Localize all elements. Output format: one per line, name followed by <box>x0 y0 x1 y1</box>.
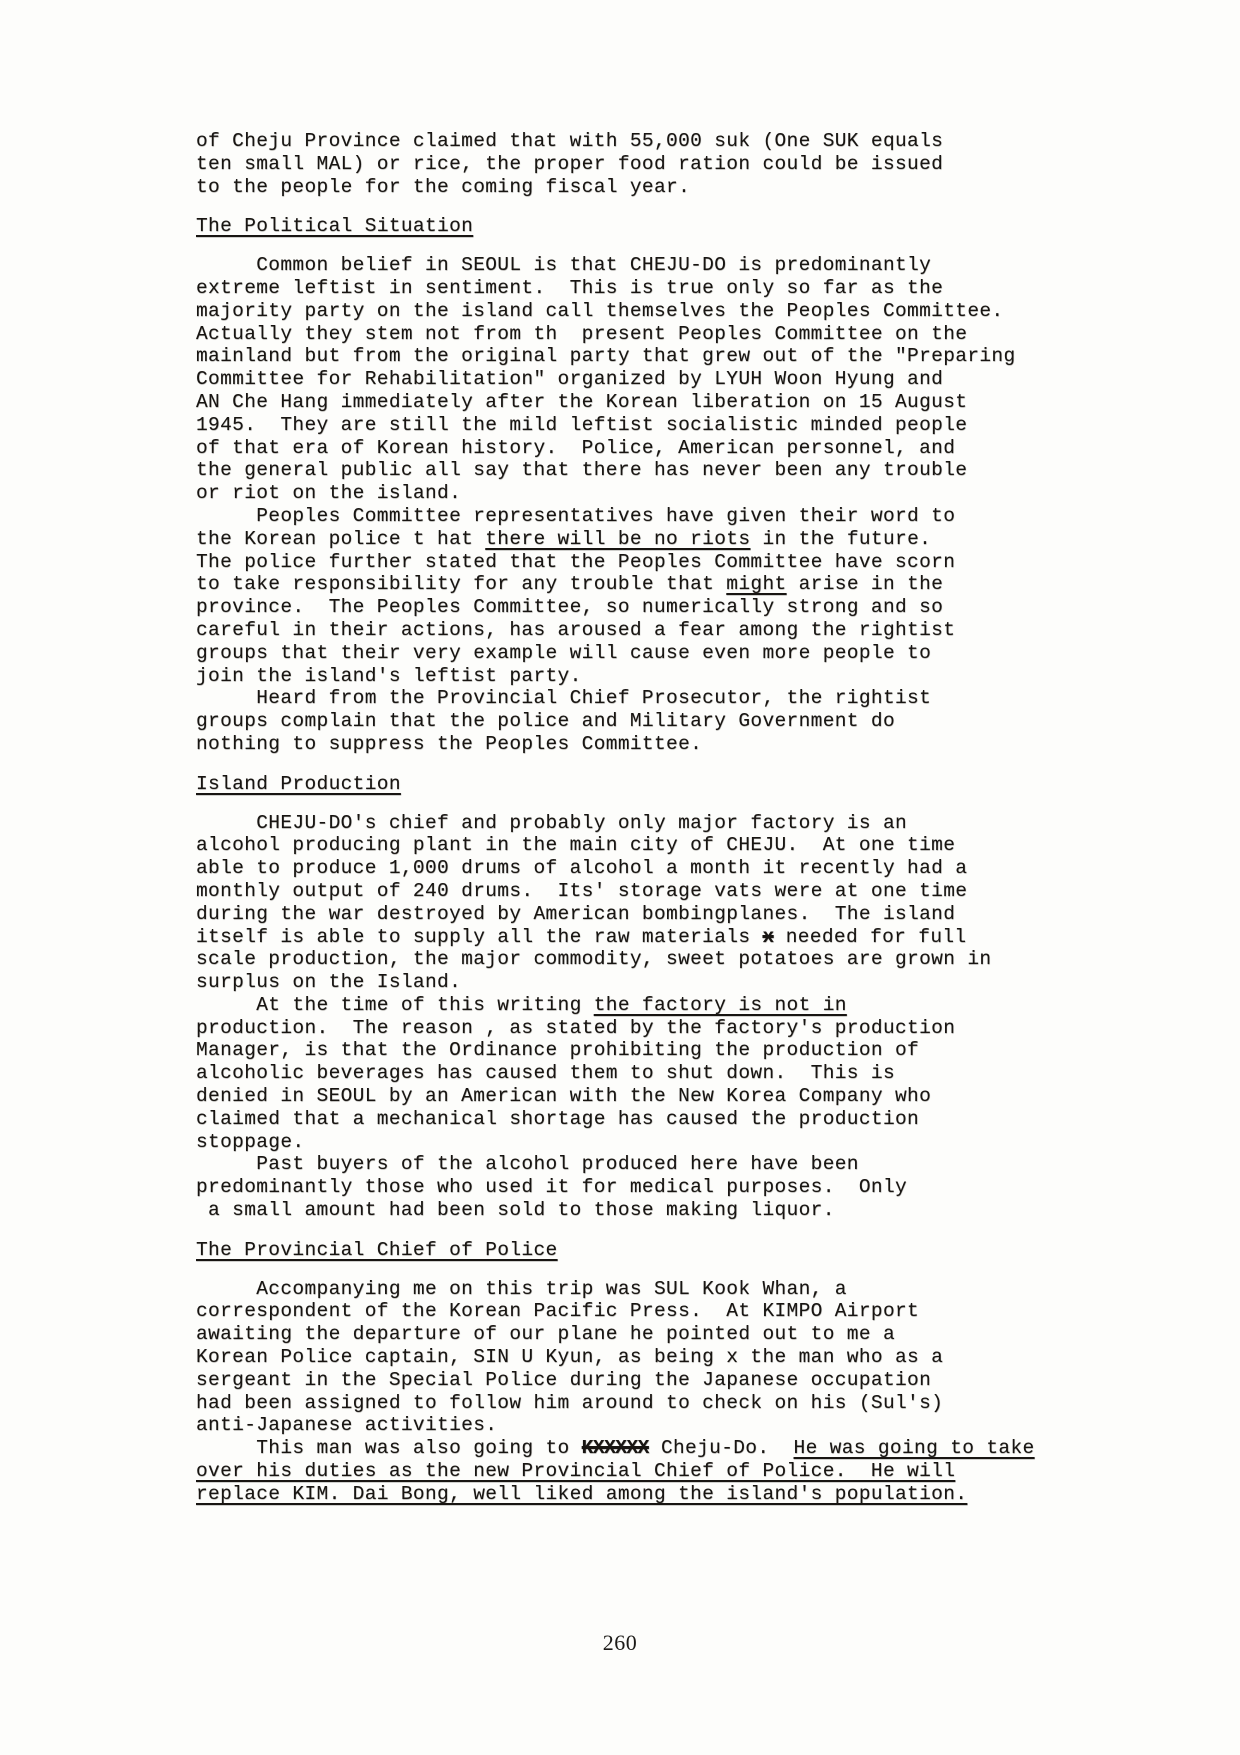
text-line: of Cheju Province claimed that with 55,000 suk (One SUK equals <box>196 130 944 152</box>
text-line: awaiting the departure of our plane he pointed out to me a <box>196 1323 896 1346</box>
text-line: extreme leftist in sentiment. This is true only so far as the <box>196 276 944 299</box>
text-line: denied in SEOUL by an American with the New Korea Company who <box>196 1085 932 1108</box>
text-line: production. The reason , as stated by the factory's production <box>196 1016 956 1039</box>
text-line: had been assigned to follow him around to check on his (Sul's) <box>196 1391 944 1414</box>
text-line: join the island's leftist party. <box>196 664 582 687</box>
text-line: groups that their very example will cause even more people to <box>196 641 932 664</box>
text-line: Common belief in SEOUL is that CHEJU-DO is predominantly <box>196 254 932 277</box>
text-line: or riot on the island. <box>196 482 462 505</box>
underlined-text: He was going to take <box>793 1437 1035 1460</box>
paragraph <box>196 1278 1096 1506</box>
underlined-text: might <box>726 573 787 596</box>
text-line: alcohol producing plant in the main city of CHEJU. At one time <box>196 834 956 857</box>
text-line: of that era of Korean history. Police, American personnel, and <box>196 436 956 459</box>
text-line: the Korean police t hat there will be no riots in the future. <box>196 527 932 550</box>
page-number: 260 <box>602 1630 638 1655</box>
page-footer <box>0 1630 1240 1656</box>
section-heading: The Political Situation <box>196 215 474 238</box>
text-line: 1945. They are still the mild leftist socialistic minded people <box>196 413 968 436</box>
text-line: predominantly those who used it for medical purposes. Only <box>196 1176 908 1199</box>
text-line: The police further stated that the Peoples Committee have scorn <box>196 550 956 573</box>
text-line: Korean Police captain, SIN U Kyun, as being x the man who as a <box>196 1346 944 1369</box>
text-line: the general public all say that there has never been any trouble <box>196 459 968 482</box>
text-line: Peoples Committee representatives have given their word to <box>196 504 956 527</box>
text-line: correspondent of the Korean Pacific Press. At KIMPO Airport <box>196 1300 920 1323</box>
text-line: This man was also going to KXXXXX Cheju-Do. He was going to take <box>196 1437 1035 1460</box>
text-line: At the time of this writing the factory is not in <box>196 993 847 1016</box>
text-line: sergeant in the Special Police during the Japanese occupation <box>196 1368 932 1391</box>
text-line: nothing to suppress the Peoples Committee. <box>196 732 703 755</box>
text-line: to the people for the coming fiscal year. <box>196 175 691 198</box>
paragraph <box>196 130 1096 198</box>
text-line: during the war destroyed by American bombingplanes. The island <box>196 902 956 925</box>
text-line: anti-Japanese activities. <box>196 1414 498 1437</box>
text-line: claimed that a mechanical shortage has caused the production <box>196 1107 920 1130</box>
text-line: able to produce 1,000 drums of alcohol a month it recently had a <box>196 857 968 880</box>
text-line: careful in their actions, has aroused a fear among the rightist <box>196 618 956 641</box>
text-line: Accompanying me on this trip was SUL Kook Whan, a <box>196 1277 847 1300</box>
paragraph <box>196 254 1096 756</box>
struck-text: x <box>762 925 774 948</box>
text-line: itself is able to supply all the raw materials x needed for full <box>196 925 967 948</box>
section-heading: The Provincial Chief of Police <box>196 1238 558 1261</box>
document-body <box>196 130 1096 1506</box>
underlined-text: over his duties as the new Provincial Chief of Police. He will <box>196 1460 956 1483</box>
text-line: AN Che Hang immediately after the Korean liberation on 15 August <box>196 390 968 413</box>
struck-text: KXXXXX <box>581 1437 649 1460</box>
text-line: Committee for Rehabilitation" organized by LYUH Woon Hyung and <box>196 368 944 391</box>
text-line: monthly output of 240 drums. Its' storage vats were at one time <box>196 879 968 902</box>
text-line: Actually they stem not from th present Peoples Committee on the <box>196 322 968 345</box>
section-heading: Island Production <box>196 772 401 795</box>
underlined-text: the factory is not in <box>593 993 847 1016</box>
text-line: scale production, the major commodity, sweet potatoes are grown in <box>196 948 992 971</box>
text-line <box>196 1460 1096 1483</box>
paragraph <box>196 812 1096 1222</box>
text-line: stoppage. <box>196 1130 305 1153</box>
underlined-text: there will be no riots <box>485 527 751 550</box>
underlined-text: replace KIM. Dai Bong, well liked among the island's population. <box>196 1482 968 1505</box>
text-line: majority party on the island call themselves the Peoples Committee. <box>196 299 1004 322</box>
text-line: mainland but from the original party that grew out of the "Preparing <box>196 345 1016 368</box>
text-line: groups complain that the police and Military Government do <box>196 710 896 733</box>
text-line: province. The Peoples Committee, so numerically strong and so <box>196 596 944 619</box>
text-line: Heard from the Provincial Chief Prosecutor, the rightist <box>196 687 932 710</box>
text-line: alcoholic beverages has caused them to shut down. This is <box>196 1062 896 1085</box>
text-line: Manager, is that the Ordinance prohibiting the production of <box>196 1039 920 1062</box>
text-line: to take responsibility for any trouble that might arise in the <box>196 573 944 596</box>
text-line: a small amount had been sold to those making liquor. <box>196 1199 835 1222</box>
text-line: CHEJU-DO's chief and probably only major factory is an <box>196 811 908 834</box>
text-line <box>196 1483 1096 1506</box>
text-line: surplus on the Island. <box>196 971 462 994</box>
text-line: Past buyers of the alcohol produced here have been <box>196 1153 859 1176</box>
text-line: ten small MAL) or rice, the proper food ration could be issued <box>196 152 944 175</box>
